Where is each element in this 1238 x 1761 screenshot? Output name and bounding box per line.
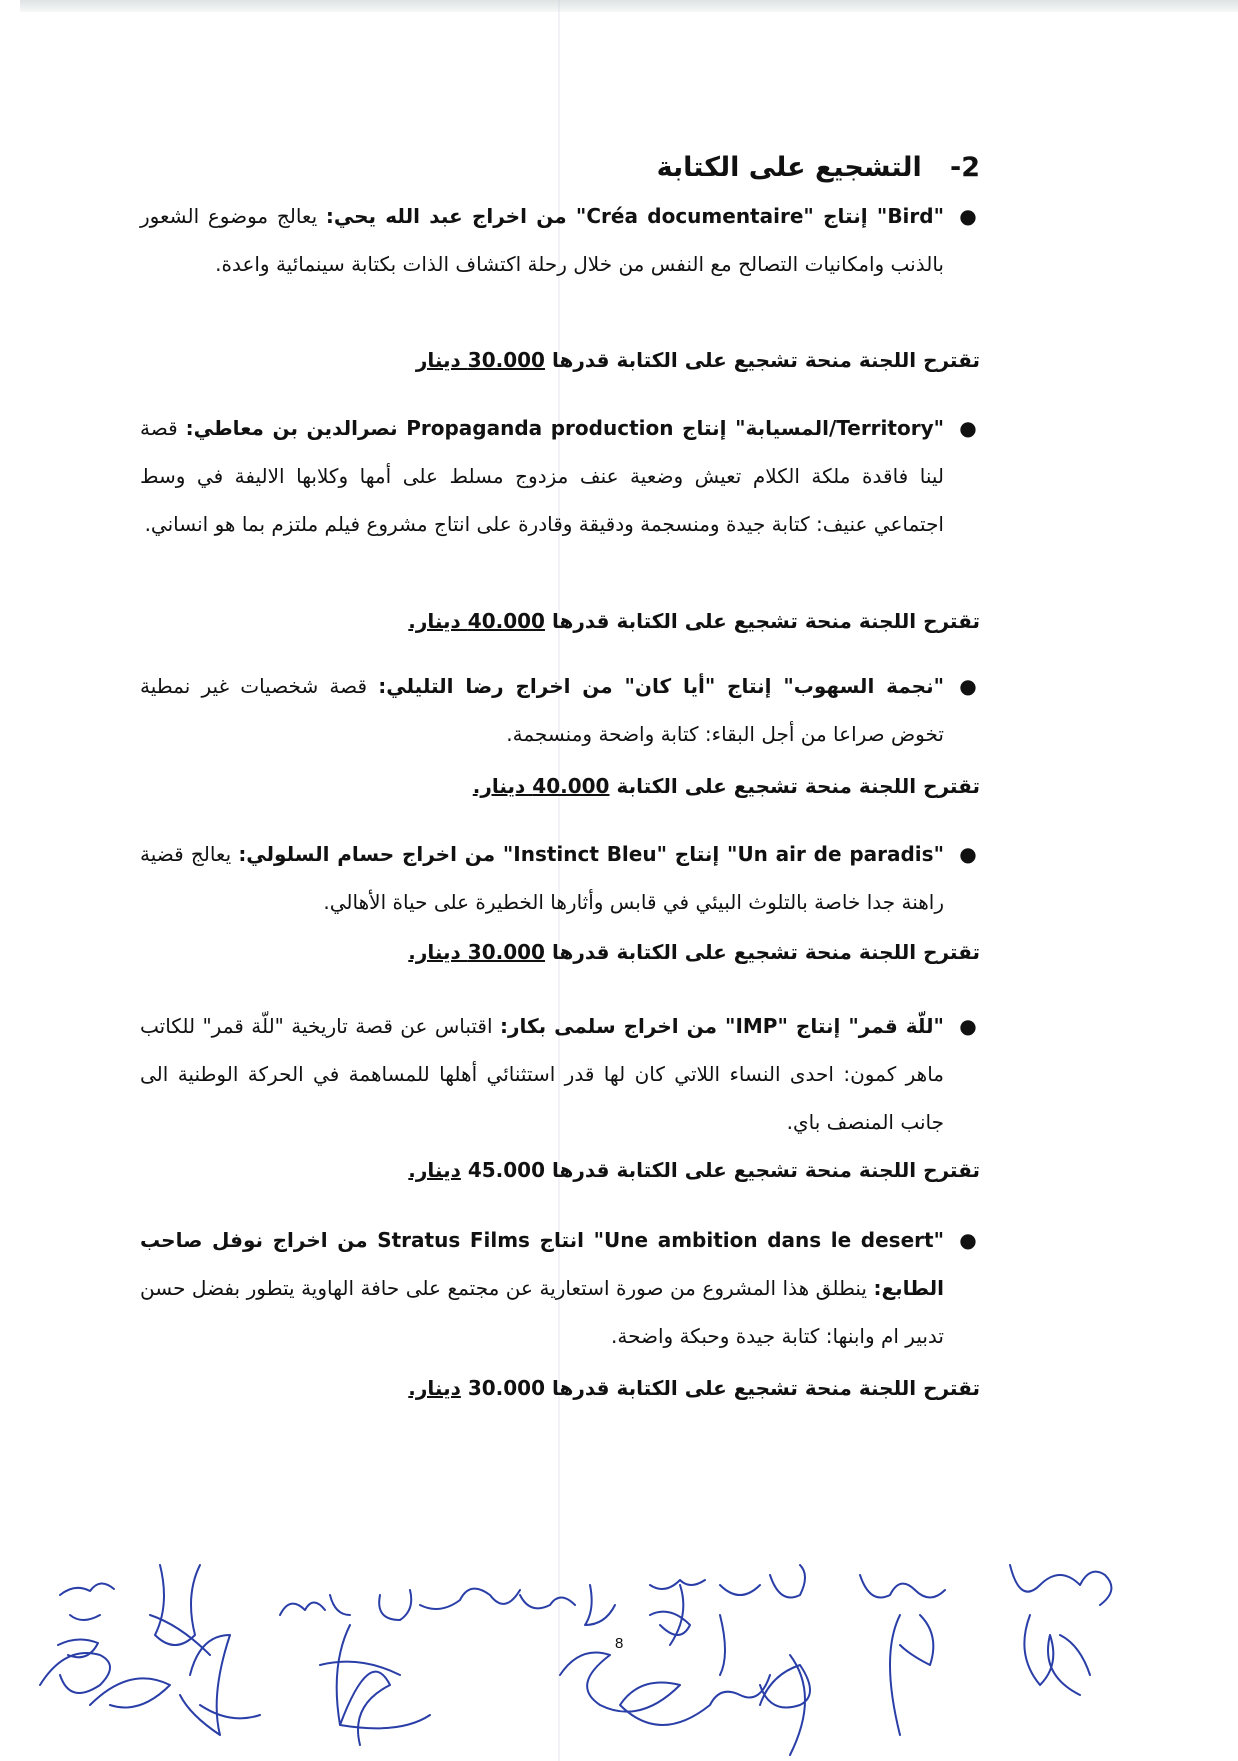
proposal-amount: 30.000 دينار. [408, 940, 545, 964]
section-number: 2- [949, 152, 980, 183]
item-text: ينطلق هذا المشروع من صورة استعارية عن مجتمع على حافة الهاوية يتطور بفضل حسن تدبير ام وابنها: كتابة جيدة وحبكة واضحة. [140, 1276, 944, 1348]
proposal-text: تقترح اللجنة منحة تشجيع على الكتابة قدرها 45.000 [467, 1158, 980, 1182]
signature [280, 1565, 805, 1625]
proposal-amount: 40.000 دينار. [408, 609, 545, 633]
item-text: يعالج موضوع الشعور بالذنب وامكانيات التصالح مع النفس من خلال رحلة اكتشاف الذات بكتابة سينمائية واعدة. [140, 204, 944, 276]
proposal-line [408, 1376, 980, 1400]
item-lead: "Bird" إنتاج "Créa documentaire" من اخراج عبد الله يحي: [325, 204, 945, 228]
proposal-text: تقترح اللجنة منحة تشجيع على الكتابة [616, 774, 980, 798]
bullet-icon: ● [959, 204, 977, 228]
item-text: اقتباس عن قصة تاريخية "للّة قمر" للكاتب ماهر كمون: احدى النساء اللاتي كان لها قدر استثنائي أهلها للمساهمة في الحركة الوطنية الى جانب المنصف باي. [140, 1014, 944, 1134]
bullet-icon: ● [959, 1228, 977, 1252]
item-lead: "Une ambition dans le desert" انتاج Stratus Films من اخراج نوفل صاحب الطابع: [140, 1228, 944, 1300]
proposal-text: تقترح اللجنة منحة تشجيع على الكتابة قدرها 30.000 [467, 1376, 980, 1400]
item-lead: "Territory/المسيابة" إنتاج Propaganda production نصرالدين بن معاطي: [185, 416, 945, 440]
proposal-line [473, 774, 980, 798]
signature [320, 1625, 430, 1745]
section-title: التشجيع على الكتابة [656, 152, 922, 183]
proposal-text: تقترح اللجنة منحة تشجيع على الكتابة قدرها [551, 348, 980, 372]
signature [860, 1575, 945, 1735]
proposal-amount: 30.000 دينار [415, 348, 545, 372]
signature [180, 1635, 260, 1735]
list-item [140, 404, 980, 548]
item-lead: "للّة قمر" إنتاج "IMP" من اخراج سلمى بكار: [499, 1014, 944, 1038]
list-item [140, 830, 980, 926]
proposal-text: تقترح اللجنة منحة تشجيع على الكتابة قدرها [551, 609, 980, 633]
page-number: 8 [615, 1635, 624, 1652]
proposal-amount: 40.000 دينار. [472, 774, 610, 798]
list-item [140, 1002, 980, 1146]
section-heading [657, 152, 980, 183]
list-item [140, 192, 980, 288]
proposal-amount: دينار. [408, 1376, 461, 1400]
signature [1010, 1565, 1111, 1695]
list-item [140, 1216, 980, 1360]
item-lead: "نجمة السهوب" إنتاج "أيا كان" من اخراج رضا التليلي: [378, 674, 944, 698]
item-lead: "Un air de paradis" إنتاج "Instinct Bleu" من اخراج حسام السلولي: [238, 842, 944, 866]
proposal-line [408, 940, 980, 964]
signature [40, 1583, 170, 1707]
signatures-image [0, 1555, 1238, 1761]
bullet-icon: ● [959, 1014, 977, 1038]
list-item [140, 662, 980, 758]
item-text: قصة لينا فاقدة ملكة الكلام تعيش وضعية عنف مزدوج مسلط على أمها وكلابها الاليفة في وسط اجتماعي عنيف: كتابة جيدة ومنسجمة ودقيقة وقادرة على انتاج مشروع فيلم ملتزم بما هو انساني. [140, 416, 944, 536]
proposal-line [416, 348, 980, 372]
proposal-line [408, 609, 980, 633]
proposal-amount: دينار. [408, 1158, 461, 1182]
item-text: قصة شخصيات غير نمطية تخوض صراعا من أجل البقاء: كتابة واضحة ومنسجمة. [140, 674, 944, 746]
proposal-text: تقترح اللجنة منحة تشجيع على الكتابة قدرها [551, 940, 980, 964]
scan-edge [20, 0, 1238, 12]
bullet-icon: ● [959, 674, 977, 698]
bullet-icon: ● [959, 842, 977, 866]
item-text: يعالج قضية راهنة جدا خاصة بالتلوث البيئي في قابس وأثارها الخطيرة على حياة الأهالي. [140, 842, 944, 914]
bullet-icon: ● [959, 416, 977, 440]
signature [150, 1565, 210, 1655]
proposal-line [408, 1158, 980, 1182]
